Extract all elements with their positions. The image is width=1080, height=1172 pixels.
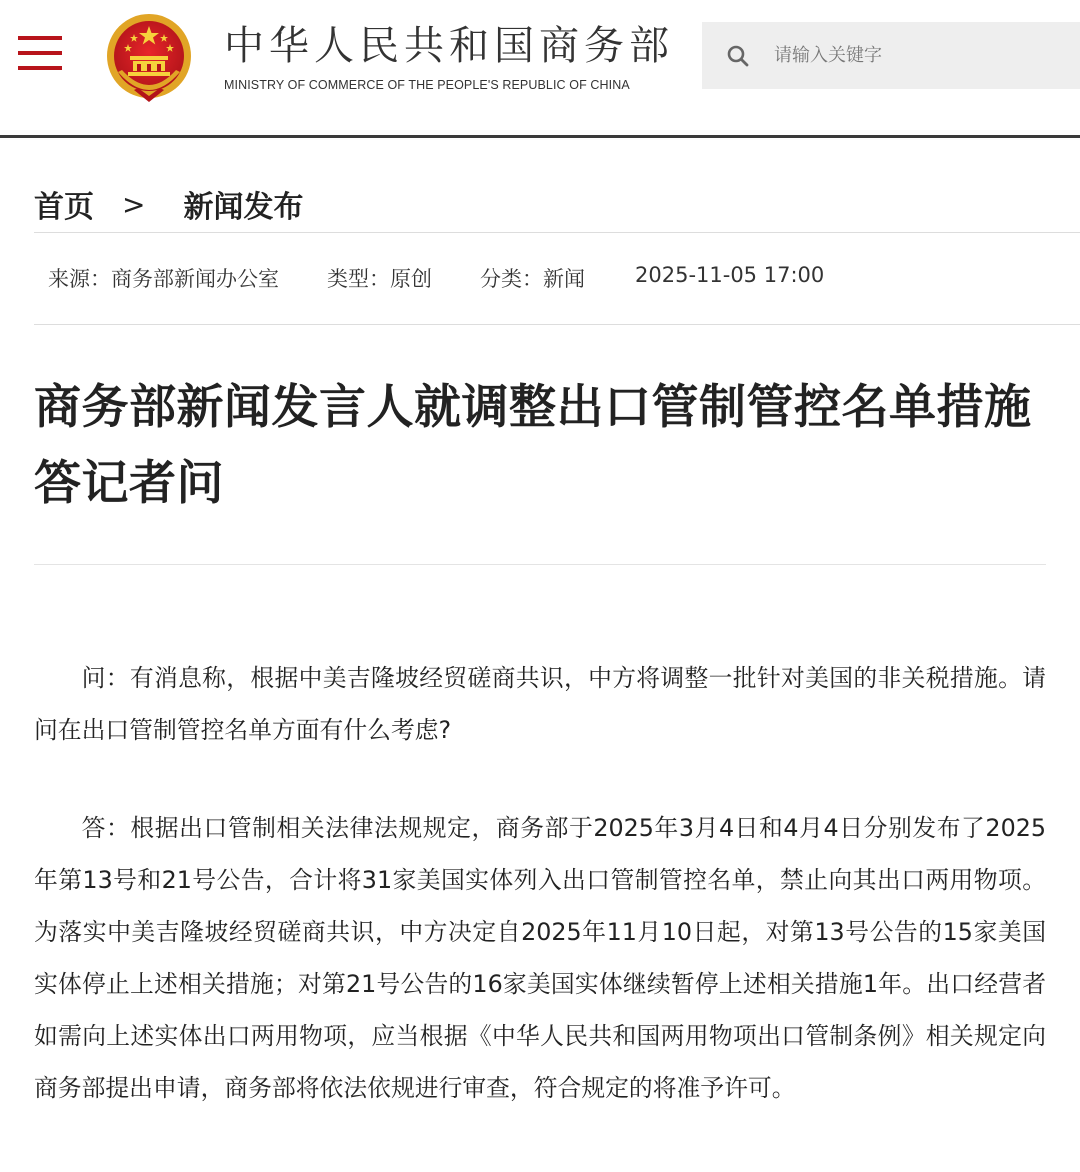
breadcrumb-separator: > <box>122 187 146 221</box>
menu-button[interactable] <box>18 36 64 72</box>
site-header <box>0 0 1080 138</box>
meta-source: 来源：商务部新闻办公室 <box>48 267 279 291</box>
site-name-cn: 中华人民共和国商务部 <box>224 23 674 69</box>
menu-bar <box>18 51 62 55</box>
article-title: 商务部新闻发言人就调整出口管制管控名单措施答记者问 <box>34 380 1032 511</box>
breadcrumb-current[interactable]: 新闻发布 <box>183 190 304 225</box>
search-input[interactable] <box>774 45 1074 66</box>
site-name-en: MINISTRY OF COMMERCE OF THE PEOPLE'S REPUBLIC OF CHINA <box>224 78 630 92</box>
meta-datetime: 2025-11-05 17:00 <box>635 263 825 287</box>
national-emblem-icon[interactable] <box>104 12 194 104</box>
menu-bar <box>18 66 62 70</box>
menu-bar <box>18 36 62 40</box>
divider <box>34 232 1080 233</box>
meta-type: 类型：原创 <box>327 267 432 291</box>
meta-category: 分类：新闻 <box>480 267 585 291</box>
article-body <box>34 652 1046 1114</box>
site-brand[interactable] <box>224 22 674 92</box>
divider <box>34 564 1046 565</box>
breadcrumb-home[interactable]: 首页 <box>34 190 94 225</box>
divider <box>34 324 1080 325</box>
article-answer: 答：根据出口管制相关法律法规规定，商务部于2025年3月4日和4月4日分别发布了2025年第13号和21号公告，合计将31家美国实体列入出口管制管控名单，禁止向其出口两用物项。为落实中美吉隆坡经贸磋商共识，中方决定自2025年11月10日起，对第13号公告的15家美国实体停止上述相关措施；对第21号公告的16家美国实体继续暂停上述相关措施1年。出口经营者如需向上述实体出口两用物项，应当根据《中华人民共和国两用物项出口管制条例》相关规定向商务部提出申请，商务部将依法依规进行审查，符合规定的将准予许可。 <box>34 814 1046 1102</box>
article-meta <box>48 263 872 293</box>
article-question: 问：有消息称，根据中美吉隆坡经贸磋商共识，中方将调整一批针对美国的非关税措施。请问在出口管制管控名单方面有什么考虑? <box>34 664 1046 744</box>
breadcrumb <box>34 182 303 226</box>
search-box <box>702 22 1080 89</box>
search-icon[interactable] <box>726 44 750 68</box>
